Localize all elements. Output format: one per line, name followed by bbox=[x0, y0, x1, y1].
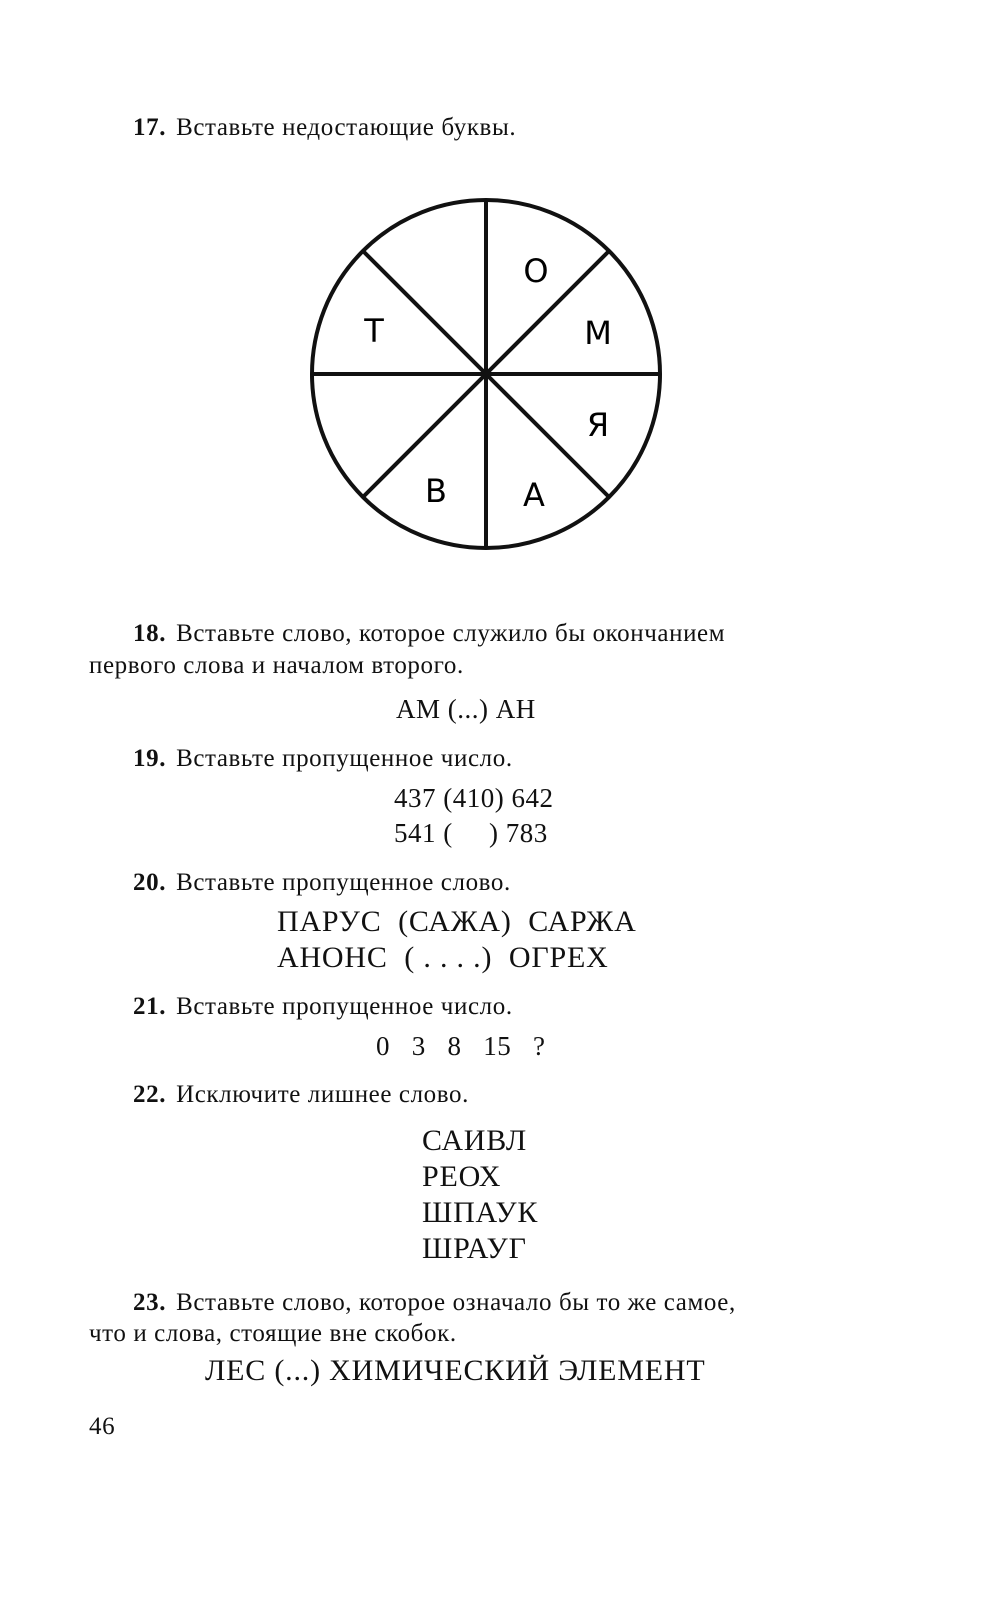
letter-wheel-diagram bbox=[300, 188, 672, 560]
word-option: САИВЛ bbox=[422, 1124, 528, 1157]
question-text: Вставьте пропущенное число. bbox=[176, 993, 513, 1020]
wheel-letter: О bbox=[523, 252, 549, 290]
question-text: Вставьте слово, которое служило бы окончанием bbox=[176, 620, 726, 647]
question-number: 19. bbox=[133, 745, 167, 772]
question-number: 18. bbox=[133, 620, 167, 647]
question-text: Вставьте слово, которое означало бы то же самое, bbox=[176, 1289, 736, 1316]
question-number: 17. bbox=[133, 114, 167, 141]
question-19 bbox=[133, 745, 513, 773]
puzzle-19-line1: 437 (410) 642 bbox=[394, 783, 554, 813]
question-number: 23. bbox=[133, 1289, 167, 1316]
question-number: 21. bbox=[133, 993, 167, 1020]
puzzle-21-sequence: 0 3 8 15 ? bbox=[376, 1031, 546, 1061]
wheel-letter: Я bbox=[586, 406, 610, 444]
question-20 bbox=[133, 869, 511, 897]
wheel-letter: А bbox=[523, 476, 545, 514]
puzzle-18: АМ (...) АН bbox=[396, 694, 536, 724]
page-number: 46 bbox=[89, 1413, 116, 1440]
wheel-letter: М bbox=[584, 314, 612, 352]
word-option: ШПАУК bbox=[422, 1196, 539, 1229]
puzzle-20-line1: ПАРУС (САЖА) САРЖА bbox=[277, 905, 637, 938]
question-18 bbox=[133, 620, 725, 648]
question-text: Вставьте пропущенное слово. bbox=[176, 869, 511, 896]
question-number: 22. bbox=[133, 1081, 167, 1108]
question-text: Вставьте недостающие буквы. bbox=[176, 114, 517, 141]
question-23 bbox=[133, 1289, 736, 1317]
puzzle-23: ЛЕС (...) ХИМИЧЕСКИЙ ЭЛЕМЕНТ bbox=[205, 1354, 706, 1387]
question-23-line2: что и слова, стоящие вне скобок. bbox=[89, 1320, 457, 1347]
wheel-letter: Т bbox=[364, 312, 384, 350]
wheel-letter: В bbox=[425, 472, 447, 510]
word-option: РЕОХ bbox=[422, 1160, 502, 1193]
word-option: ШРАУГ bbox=[422, 1232, 527, 1265]
question-17 bbox=[133, 114, 516, 142]
puzzle-20-line2: АНОНС ( . . . .) ОГРЕХ bbox=[277, 941, 609, 974]
question-21 bbox=[133, 993, 513, 1021]
question-text: Исключите лишнее слово. bbox=[176, 1081, 469, 1108]
question-18-line2: первого слова и началом второго. bbox=[89, 652, 464, 679]
question-text: Вставьте пропущенное число. bbox=[176, 745, 513, 772]
question-number: 20. bbox=[133, 869, 167, 896]
puzzle-19-line2: 541 ( ) 783 bbox=[394, 818, 548, 848]
question-22 bbox=[133, 1081, 469, 1109]
